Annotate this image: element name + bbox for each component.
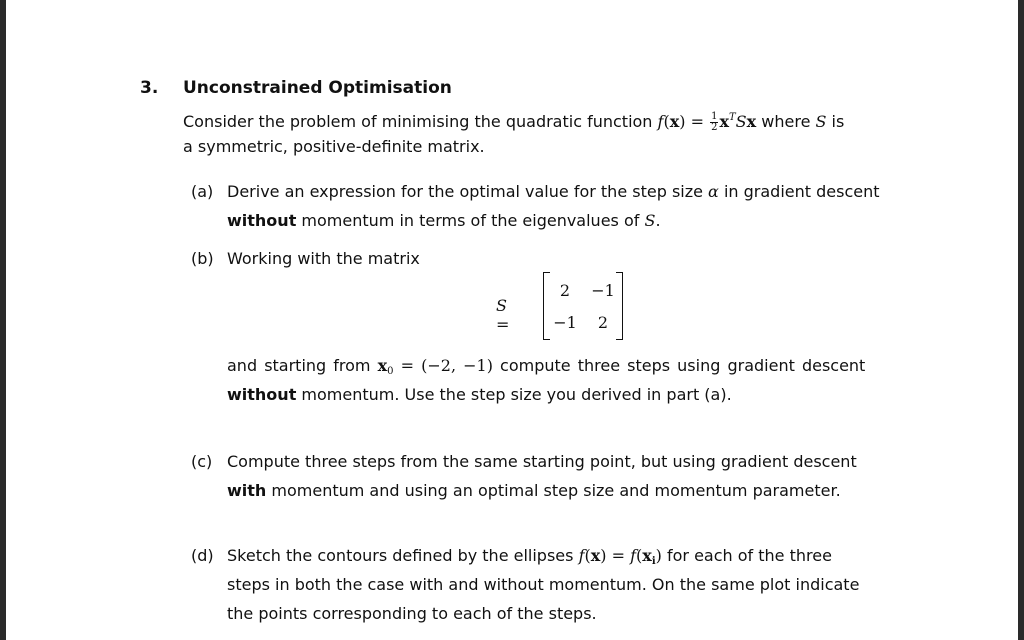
part-a-label: (a) xyxy=(191,182,214,201)
question-title: Unconstrained Optimisation xyxy=(183,78,452,98)
document-page xyxy=(6,0,1018,640)
part-a-text-post: in gradient descent xyxy=(718,182,880,201)
part-b-text-3: momentum. Use the step size you derived in part (a). xyxy=(296,385,732,404)
part-c-line-1: Compute three steps from the same starting point, but using gradient descent xyxy=(227,452,857,471)
math-f-d2: f xyxy=(630,546,637,565)
matrix-cell: 2 xyxy=(559,281,571,300)
math-S2: S xyxy=(815,112,827,131)
part-a-text-2: momentum in terms of the eigenvalues of xyxy=(296,211,645,230)
math-S3: S xyxy=(644,211,656,230)
matrix-left-bracket xyxy=(543,272,550,340)
math-f-d1: f xyxy=(578,546,585,565)
intro-is: is xyxy=(826,112,845,131)
part-c-text-2: momentum and using an optimal step size and momentum parameter. xyxy=(266,481,841,500)
matrix-cell: 2 xyxy=(597,313,609,332)
math-f: f xyxy=(657,112,664,131)
matrix-lhs: S = xyxy=(496,296,510,334)
math-x: x xyxy=(669,112,680,131)
part-d-line-3: the points corresponding to each of the steps. xyxy=(227,604,597,623)
matrix-cell: −1 xyxy=(553,313,577,332)
math-S: S xyxy=(735,112,747,131)
math-x2: x xyxy=(746,112,757,131)
matrix-cell: −1 xyxy=(591,281,615,300)
part-c-label: (c) xyxy=(191,452,213,471)
math-x0: x xyxy=(377,356,388,375)
part-b-line-1: Working with the matrix xyxy=(227,249,420,268)
part-b-without: without xyxy=(227,385,297,404)
math-xT: x xyxy=(719,112,729,131)
part-d-text: Sketch the contours defined by the ellipses xyxy=(227,546,579,565)
math-half: $\frac{1}{2}$ xyxy=(711,111,718,133)
part-a-text: Derive an expression for the optimal value for the step size xyxy=(227,182,709,201)
intro-line-2: a symmetric, positive-definite matrix. xyxy=(183,137,485,156)
intro-line-1: Consider the problem of minimising the quadratic function f(x) = $\frac{1}{2}$ $x^TSx$ where S is xyxy=(183,111,845,133)
intro-text: Consider the problem of minimising the quadratic function xyxy=(183,112,658,131)
part-d-line-1: Sketch the contours defined by the ellipses $f(x) = f(x_i)$ for each of the three xyxy=(227,546,832,567)
part-b-label: (b) xyxy=(191,249,214,268)
math-alpha: α xyxy=(708,182,719,201)
part-b-text-post: compute three steps using gradient descent xyxy=(500,356,866,375)
part-c-with: with xyxy=(227,481,267,500)
part-c-line-2 xyxy=(227,476,841,505)
part-d-line-2: steps in both the case with and without momentum. On the same plot indicate xyxy=(227,575,860,594)
part-a-line-2: without momentum in terms of the eigenvalues of S. xyxy=(227,211,661,230)
intro-where: where xyxy=(756,112,816,131)
part-b-text: and starting from xyxy=(227,356,378,375)
math-x0-value: = (−2, −1) xyxy=(393,356,501,375)
part-b-line-3 xyxy=(227,380,732,409)
math-transpose: T xyxy=(729,112,736,123)
part-d-label: (d) xyxy=(191,546,214,565)
part-d-text-post: for each of the three xyxy=(661,546,832,565)
question-number: 3. xyxy=(140,78,159,98)
part-a-without: without xyxy=(227,211,297,230)
math-sub-i: i xyxy=(651,556,656,567)
part-a-line-1 xyxy=(227,177,880,206)
math-x0-sub: 0 xyxy=(387,366,394,377)
